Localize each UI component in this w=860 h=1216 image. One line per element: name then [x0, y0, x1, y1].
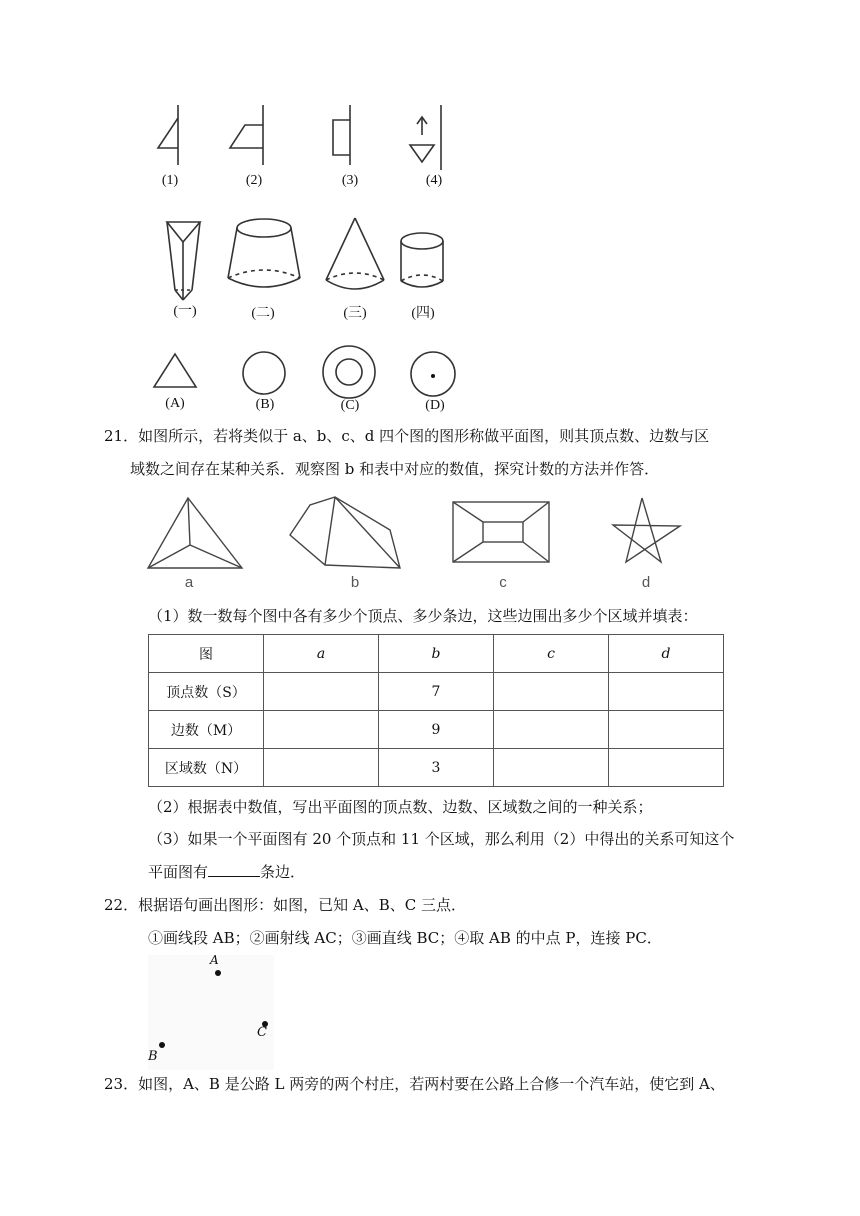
point-label-B: B [148, 1049, 158, 1064]
table-cell [264, 711, 379, 749]
table-cell: 顶点数（S） [149, 673, 264, 711]
caption-yi: (一) [173, 304, 197, 319]
caption-si: (四) [411, 306, 435, 321]
answer-blank[interactable] [208, 862, 260, 877]
table-cell: 7 [379, 673, 494, 711]
caption-3: (3) [341, 173, 359, 188]
table-header-cell: 图 [149, 635, 264, 673]
q22-line2: ①画线段 AB；②画射线 AC；③画直线 BC；④取 AB 的中点 P，连接 PC． [148, 929, 662, 947]
points-figure [148, 955, 274, 1070]
points-svg [148, 955, 274, 1070]
fig-label-a: a [184, 574, 194, 591]
table-header-cell: b [379, 635, 494, 673]
table-cell: 边数（M） [149, 711, 264, 749]
fig-label-c: c [499, 574, 507, 591]
table-header-cell: c [494, 635, 609, 673]
table-cell [494, 711, 609, 749]
point-label-A: A [210, 953, 219, 967]
caption-1: (1) [161, 173, 179, 188]
table-header-cell: a [264, 635, 379, 673]
q23-line1: 23．如图，A、B 是公路 L 两旁的两个村庄，若两村要在公路上合修一个汽车站，使它到 A、 [104, 1075, 725, 1093]
table-row [149, 673, 724, 711]
table-cell [494, 749, 609, 787]
table-cell: 3 [379, 749, 494, 787]
caption-san: (三) [343, 306, 367, 321]
table-cell [264, 673, 379, 711]
point-label-C: C [257, 1025, 267, 1040]
table-row [149, 749, 724, 787]
caption-C: (C) [340, 398, 360, 413]
fig-label-b: b [350, 574, 360, 591]
solids-figure-svg [140, 100, 460, 420]
table-cell [609, 673, 724, 711]
table-cell: 9 [379, 711, 494, 749]
caption-2: (2) [245, 173, 263, 188]
table-cell [609, 711, 724, 749]
table-cell [494, 673, 609, 711]
q21-part3-line2-b: 条边． [260, 863, 306, 881]
table-header-cell: d [609, 635, 724, 673]
q21-part3-line2 [148, 861, 305, 883]
q21-line2: 域数之间存在某种关系．观察图 b 和表中对应的数值，探究计数的方法并作答． [130, 460, 660, 478]
q21-part1: （1）数一数每个图中各有多少个顶点、多少条边，这些边围出多少个区域并填表： [148, 607, 698, 625]
caption-A: (A) [165, 396, 185, 411]
caption-D: (D) [425, 398, 445, 413]
q21-line1: 21．如图所示，若将类似于 a、b、c、d 四个图的图形称做平面图，则其顶点数、边数与区 [104, 427, 710, 445]
count-table [148, 634, 724, 787]
caption-er: (二) [251, 306, 275, 321]
table-cell [264, 749, 379, 787]
fig-label-d: d [641, 574, 651, 591]
table-cell [609, 749, 724, 787]
caption-B: (B) [255, 397, 275, 412]
table-row [149, 711, 724, 749]
q22-line1: 22．根据语句画出图形：如图，已知 A、B、C 三点． [104, 896, 466, 914]
table-cell: 区域数（N） [149, 749, 264, 787]
q21-part2: （2）根据表中数值，写出平面图的顶点数、边数、区域数之间的一种关系； [148, 798, 653, 816]
table-header-row [149, 635, 724, 673]
q21-part3-line1: （3）如果一个平面图有 20 个顶点和 11 个区域，那么利用（2）中得出的关系可知这个 [148, 830, 735, 848]
planar-graphs-svg [140, 490, 700, 580]
caption-4: (4) [425, 173, 443, 188]
q21-part3-line2-a: 平面图有 [148, 863, 209, 881]
